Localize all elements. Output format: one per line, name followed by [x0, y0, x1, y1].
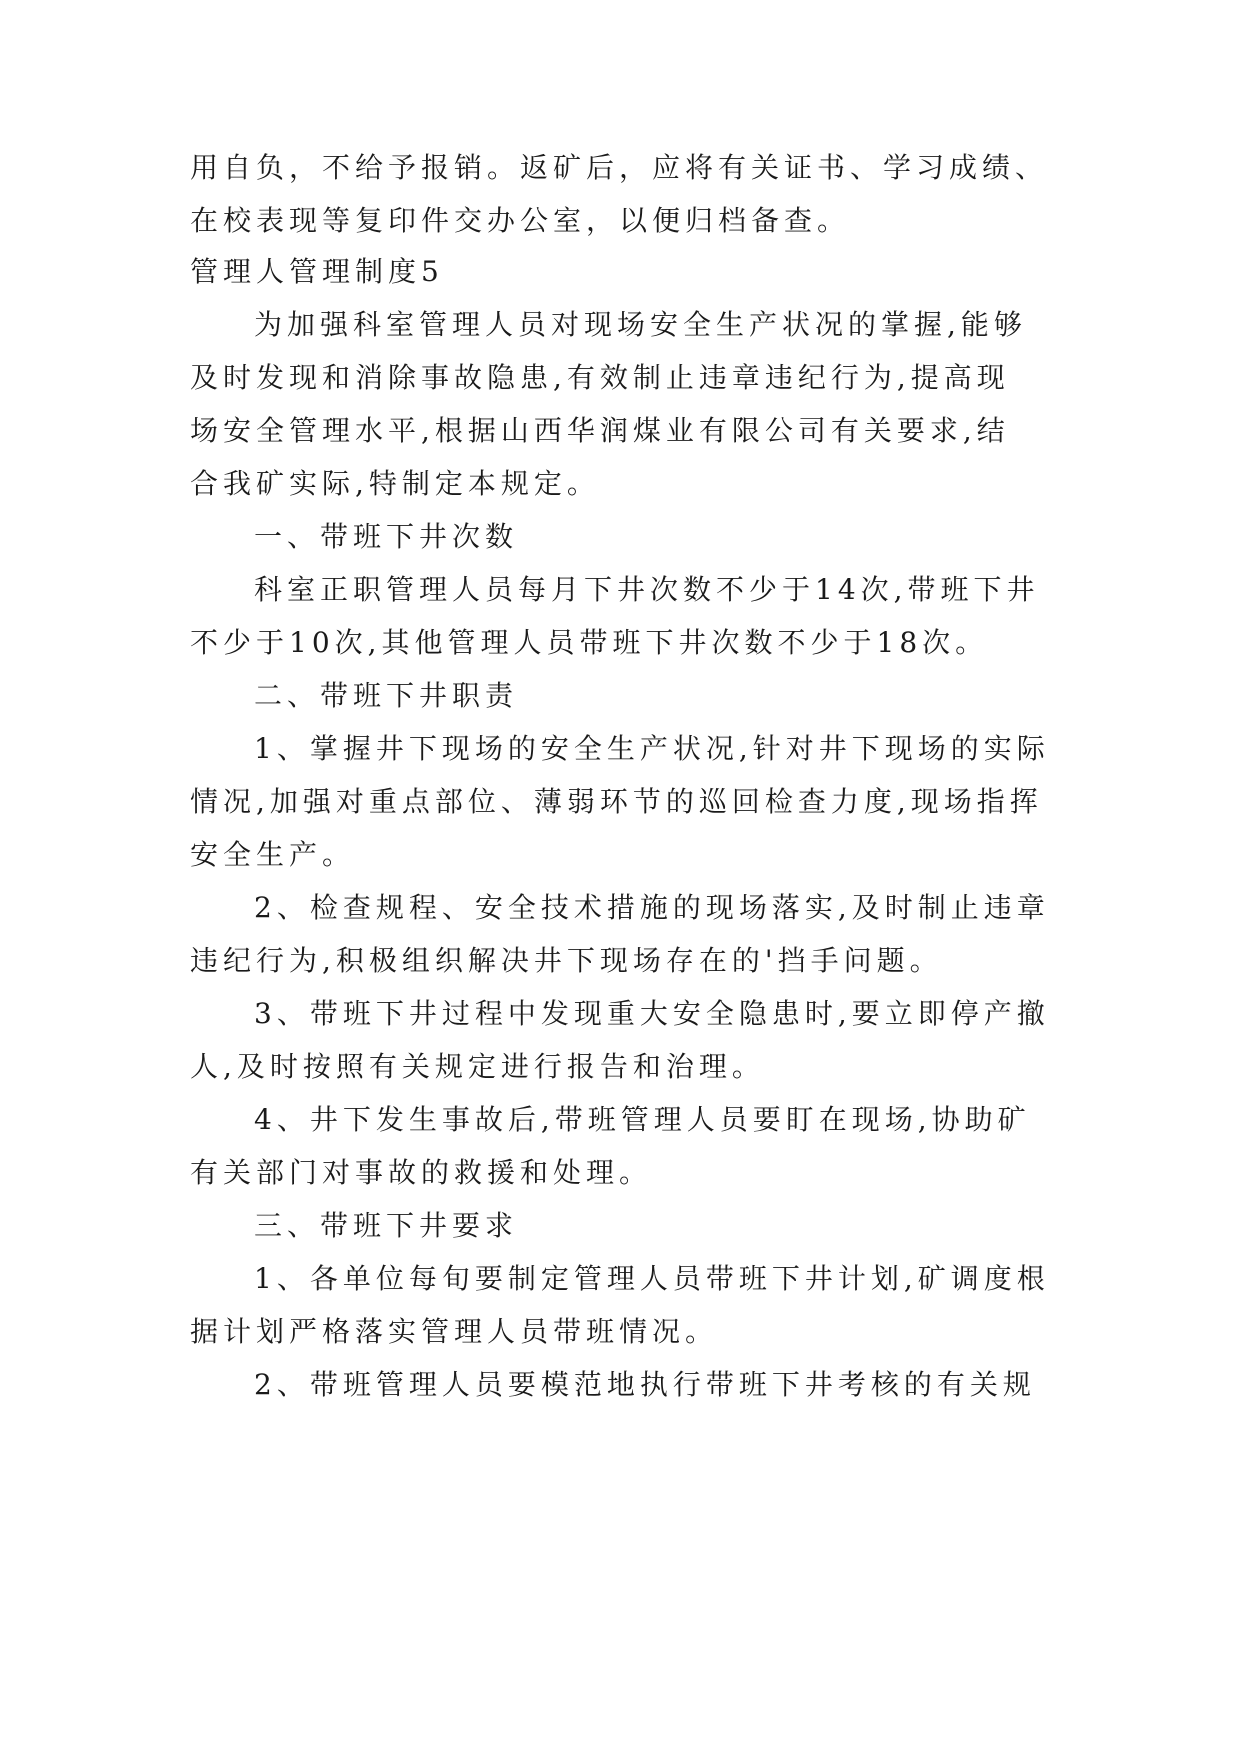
text-line-1: 用自负，不给予报销。返矿后，应将有关证书、学习成绩、: [190, 151, 1049, 184]
text-line-19: 4、井下发生事故后,带班管理人员要盯在现场,协助矿: [254, 1103, 1031, 1136]
text-line-20: 有关部门对事故的救援和处理。: [190, 1156, 653, 1189]
text-line-6: 场安全管理水平,根据山西华润煤业有限公司有关要求,结: [190, 414, 1010, 447]
text-line-18: 人,及时按照有关规定进行报告和治理。: [190, 1050, 765, 1083]
text-line-23: 据计划严格落实管理人员带班情况。: [190, 1315, 719, 1348]
text-line-15: 2、检查规程、安全技术措施的现场落实,及时制止违章: [254, 891, 1050, 924]
section-heading-5: 管理人管理制度5: [190, 255, 444, 288]
text-line-12: 1、掌握井下现场的安全生产状况,针对井下现场的实际: [254, 732, 1050, 765]
text-line-16: 违纪行为,积极组织解决井下现场存在的'挡手问题。: [190, 944, 943, 977]
subheading-3: 三、带班下井要求: [254, 1209, 519, 1242]
text-line-24: 2、带班管理人员要模范地执行带班下井考核的有关规: [254, 1368, 1036, 1401]
text-line-9: 科室正职管理人员每月下井次数不少于14次,带班下井: [254, 573, 1040, 606]
subheading-1: 一、带班下井次数: [254, 520, 519, 553]
text-line-4: 为加强科室管理人员对现场安全生产状况的掌握,能够: [254, 308, 1027, 341]
text-line-14: 安全生产。: [190, 838, 356, 871]
text-line-10: 不少于10次,其他管理人员带班下井次数不少于18次。: [190, 626, 989, 659]
text-line-5: 及时发现和消除事故隐患,有效制止违章违纪行为,提高现: [190, 361, 1010, 394]
text-line-13: 情况,加强对重点部位、薄弱环节的巡回检查力度,现场指挥: [190, 785, 1043, 818]
subheading-2: 二、带班下井职责: [254, 679, 519, 712]
text-line-22: 1、各单位每旬要制定管理人员带班下井计划,矿调度根: [254, 1262, 1050, 1295]
text-line-7: 合我矿实际,特制定本规定。: [190, 467, 600, 500]
text-line-2: 在校表现等复印件交办公室，以便归档备查。: [190, 204, 851, 237]
text-line-17: 3、带班下井过程中发现重大安全隐患时,要立即停产撤: [254, 997, 1050, 1030]
